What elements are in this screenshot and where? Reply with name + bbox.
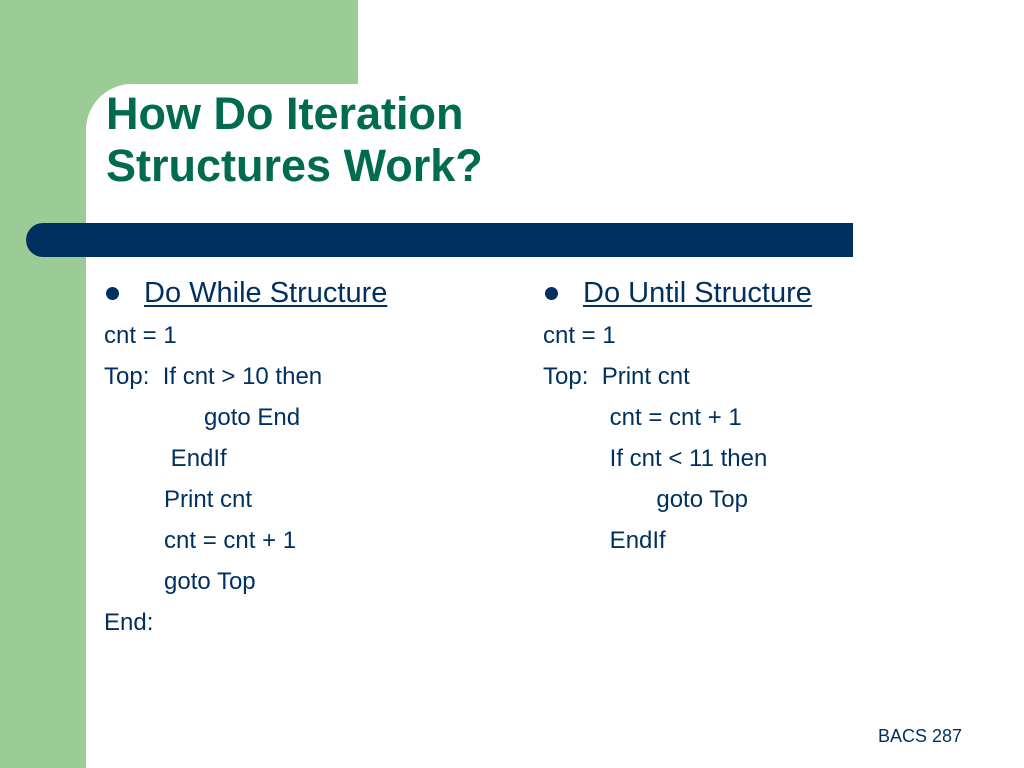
title-divider-bar: [26, 223, 853, 257]
code-line: goto End: [104, 404, 301, 431]
code-line: End:: [104, 609, 154, 636]
do-while-column: [104, 271, 524, 643]
do-until-column: [543, 271, 963, 561]
title-line-2: Structures Work?: [106, 140, 483, 191]
code-line: EndIf: [543, 527, 666, 554]
code-line: Top: Print cnt: [543, 363, 690, 390]
do-until-heading: Do Until Structure: [583, 277, 812, 309]
code-line: Print cnt: [104, 486, 253, 513]
code-line: cnt = cnt + 1: [543, 404, 742, 431]
code-line: goto Top: [543, 486, 748, 513]
code-line: EndIf: [104, 445, 227, 472]
code-line: Top: If cnt > 10 then: [104, 363, 323, 390]
code-line: If cnt < 11 then: [543, 445, 768, 472]
bullet-icon: [106, 287, 119, 300]
code-line: cnt = cnt + 1: [104, 527, 297, 554]
do-while-heading: Do While Structure: [144, 277, 388, 309]
title-line-1: How Do Iteration: [106, 88, 464, 139]
do-while-heading-row: [104, 271, 524, 315]
slide-title: [106, 88, 483, 192]
do-until-heading-row: [543, 271, 963, 315]
bullet-icon: [545, 287, 558, 300]
code-line: cnt = 1: [104, 322, 177, 349]
code-line: goto Top: [104, 568, 256, 595]
footer-course-label: BACS 287: [877, 726, 962, 746]
code-line: cnt = 1: [543, 322, 616, 349]
